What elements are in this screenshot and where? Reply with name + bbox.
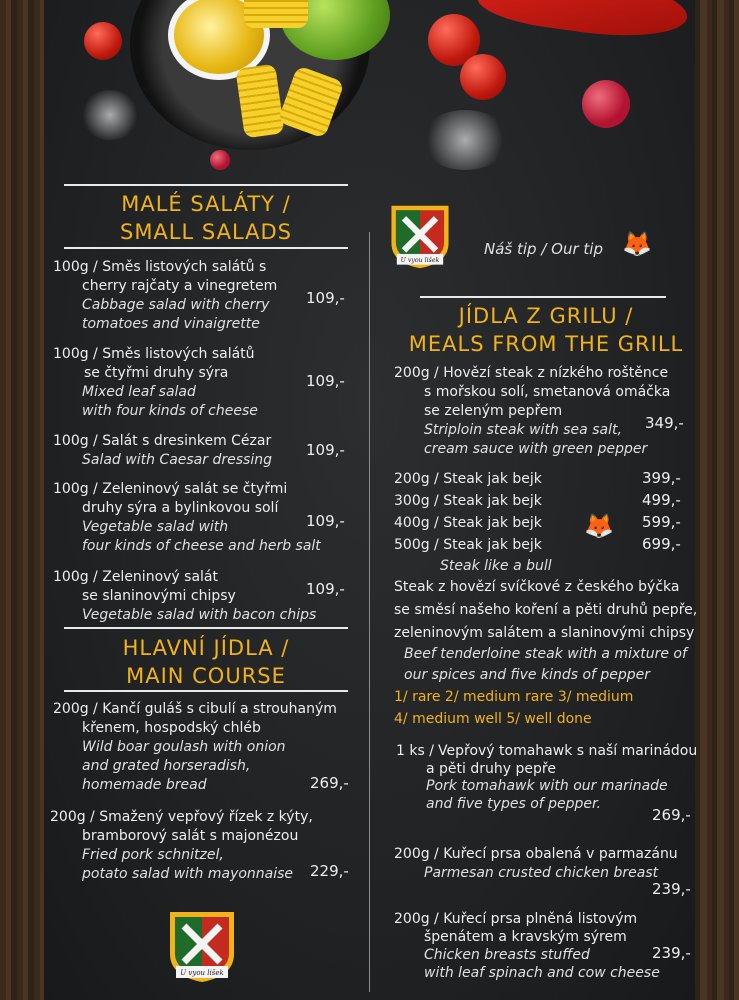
bull-desc-en-line-2: our spices and five kinds of pepper [404,667,651,683]
sirloin-cz-line-1: 200g / Hovězí steak z nízkého roštěnce [394,365,669,381]
salad-1-cz-line-2: cherry rajčaty a vinegretem [82,278,278,294]
salad-5-en-line-1: Vegetable salad with bacon chips [82,607,317,623]
salad-3-en-line-1: Salad with Caesar dressing [82,452,272,468]
tomahawk-price: 269,- [652,806,691,824]
chicken-2-price: 239,- [652,944,691,962]
salad-4-cz-line-2: druhy sýra a bylinkovou solí [82,500,279,516]
main-2-en-line-1: Fried pork schnitzel, [82,847,224,863]
chicken-1-cz-line-1: 200g / Kuřecí prsa obalená v parmazánu [394,846,678,862]
main-1-en-line-2: and grated horseradish, [82,758,251,774]
restaurant-crest-logo-top [388,204,452,270]
sirloin-en-line-2: cream sauce with green pepper [424,441,648,457]
fox-icon: 🦊 [622,230,652,258]
grill-title-cz: JÍDLA Z GRILU / [458,304,634,328]
cherry-tomato-image [84,22,122,60]
wood-border-left [0,0,44,1000]
salt-pile-image [420,110,510,170]
radish-image-2 [210,150,230,170]
wood-border-right [695,0,739,1000]
chicken-2-en-line-2: with leaf spinach and cow cheese [424,965,660,981]
bull-row-4-price: 699,- [642,535,681,553]
bull-row-1-price: 399,- [642,469,681,487]
salad-2-cz-line-1: 100g / Směs listových salátů [53,346,255,362]
salad-1-en-line-2: tomatoes and vinaigrette [82,316,260,332]
main-course-title-cz: HLAVNÍ JÍDLA / [122,636,290,660]
salad-4-cz-line-1: 100g / Zeleninový salát se čtyřmi [53,481,288,497]
tomahawk-qty: 1 ks / [396,743,434,759]
main-1-price: 269,- [310,774,349,792]
tomahawk-en-line-1: Pork tomahawk with our marinade [426,778,668,794]
bull-desc-line-3: zeleninovým salátem a slaninovými chipsy [394,625,695,641]
main-1-en-line-3: homemade bread [82,777,207,793]
salad-4-en-line-2: four kinds of cheese and herb salt [82,538,321,554]
main-2-en-line-2: potato salad with mayonnaise [82,866,294,882]
bull-desc-line-2: se směsí našeho koření a pěti druhů pepře, [394,602,698,618]
bull-desc-line-1: Steak z hovězí svíčkové z českého býčka [394,579,680,595]
grill-title-en: MEALS FROM THE GRILL [408,332,684,356]
salad-3-price: 109,- [306,441,345,459]
sirloin-cz-line-3: se zeleným pepřem [424,403,563,419]
small-salads-title-en: SMALL SALADS [119,220,293,244]
sirloin-cz-line-2: s mořskou solí, smetanová omáčka [424,384,671,400]
salad-1-cz-line-1: 100g / Směs listových salátů s [53,259,267,275]
restaurant-crest-logo [168,910,236,984]
chicken-1-price: 239,- [652,880,691,898]
main-2-cz-line-1: 200g / Smažený vepřový řízek z kýty, [50,809,313,825]
small-salads-top-rule [64,184,348,186]
bull-desc-en-line-1: Beef tenderloine steak with a mixture of [404,646,687,662]
salad-2-price: 109,- [306,372,345,390]
salad-1-en-line-1: Cabbage salad with cherry [82,297,270,313]
salad-5-cz-line-1: 100g / Zeleninový salát [53,569,218,585]
salad-1-price: 109,- [306,289,345,307]
salad-4-en-line-1: Vegetable salad with [82,519,229,535]
main-course-heading [64,634,348,690]
chicken-2-cz-line-2: špenátem a kravským sýrem [424,929,627,945]
salt-pile-image-2 [80,90,140,140]
main-course-title-en: MAIN COURSE [126,664,286,688]
bull-row-1-label: 200g / Steak jak bejk [394,471,542,487]
salad-4-price: 109,- [306,512,345,530]
main-1-cz-line-2: křenem, hospodský chléb [82,720,261,736]
chicken-2-cz-line-1: 200g / Kuřecí prsa plněná listovým [394,911,638,927]
radish-image [582,80,630,128]
salad-2-en-line-1: Mixed leaf salad [82,384,196,400]
grill-top-rule [420,296,666,298]
salad-5-price: 109,- [306,580,345,598]
sirloin-en-line-1: Striploin steak with sea salt, [424,422,622,438]
tomahawk-en-line-2: and five types of pepper. [426,796,601,812]
tomahawk-cz-line-1: Vepřový tomahawk s naší marinádou [438,743,698,759]
bull-en: Steak like a bull [440,558,552,574]
sirloin-price: 349,- [645,414,684,432]
fox-tip-icon: 🦊 [584,512,614,540]
main-course-top-rule [64,627,348,629]
main-1-en-line-1: Wild boar goulash with onion [82,739,286,755]
salad-3-cz-line-1: 100g / Salát s dresinkem Cézar [53,433,272,449]
our-tip-label: Náš tip / Our tip [484,240,603,258]
corn-image-3 [244,0,308,28]
salad-5-cz-line-2: se slaninovými chipsy [82,588,236,604]
small-salads-heading [64,190,348,246]
small-salads-bottom-rule [64,247,348,249]
bull-row-2-price: 499,- [642,491,681,509]
bull-row-4-label: 500g / Steak jak bejk [394,537,542,553]
bull-row-3-price: 599,- [642,513,681,531]
crest-text-top: U vyou lišek [400,256,440,264]
main-2-price: 229,- [310,862,349,880]
cherry-tomato-image-3 [460,54,506,100]
tomahawk-cz-line-2: a pěti druhy pepře [426,761,556,777]
small-salads-title-cz: MALÉ SALÁTY / [121,192,291,216]
chicken-2-en-line-1: Chicken breasts stuffed [424,947,590,963]
crest-text: U vyou lišek [180,969,224,977]
salad-2-cz-line-2: se čtyřmi druhy sýra [84,365,229,381]
main-1-cz-line-1: 200g / Kančí guláš s cibulí a strouhaným [53,701,337,717]
bull-row-3-label: 400g / Steak jak bejk [394,515,542,531]
salad-2-en-line-2: with four kinds of cheese [82,403,258,419]
chicken-1-en-line-1: Parmesan crusted chicken breast [424,865,659,881]
main-course-bottom-rule [64,690,348,692]
doneness-line-2: 4/ medium well 5/ well done [394,711,592,727]
column-divider [369,232,370,992]
main-2-cz-line-2: bramborový salát s majonézou [82,828,299,844]
bull-row-2-label: 300g / Steak jak bejk [394,493,542,509]
grill-heading [396,302,696,358]
doneness-line-1: 1/ rare 2/ medium rare 3/ medium [394,689,634,705]
